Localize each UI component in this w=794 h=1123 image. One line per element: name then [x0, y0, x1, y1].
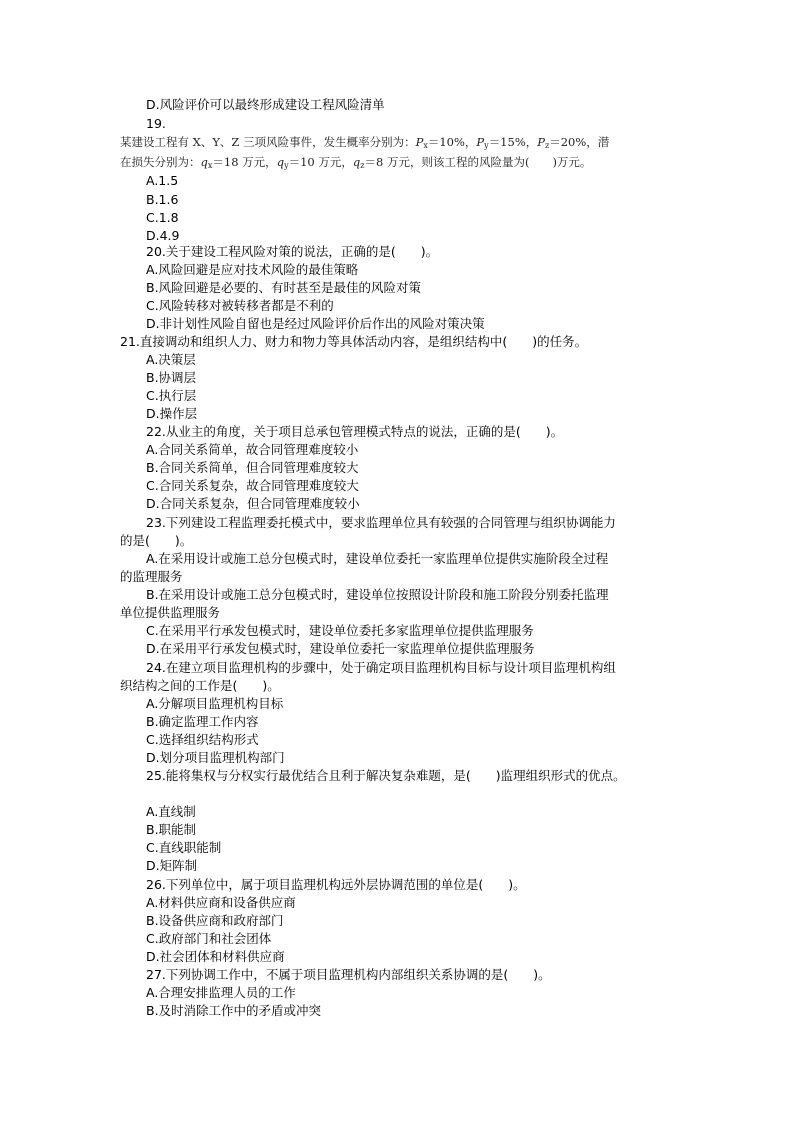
- option-22d: D.合同关系复杂，但合同管理难度较小: [146, 496, 360, 511]
- option-24d: D.划分项目监理机构部门: [146, 750, 285, 765]
- option-26b: B.设备供应商和政府部门: [146, 913, 284, 928]
- option-25a: A.直线制: [146, 804, 196, 819]
- option-25c: C.直线职能制: [146, 840, 222, 855]
- option-19c: C.1.8: [146, 210, 179, 225]
- option-21d: D.操作层: [146, 406, 198, 421]
- option-26c: C.政府部门和社会团体: [146, 931, 272, 946]
- question-22: 22.从业主的角度，关于项目总承包管理模式特点的说法，正确的是( )。: [146, 424, 564, 439]
- question-20: 20.关于建设工程风险对策的说法，正确的是( )。: [146, 244, 439, 259]
- question-19-number: 19.: [146, 116, 166, 131]
- option-18d: D.风险评价可以最终形成建设工程风险清单: [146, 97, 385, 112]
- option-26d: D.社会团体和材料供应商: [146, 949, 285, 964]
- question-27: 27.下列协调工作中，不属于项目监理机构内部组织关系协调的是( )。: [146, 967, 551, 982]
- question-19-line-1: 某建设工程有 X、Y、Z 三项风险事件，发生概率分别为：$P_x=10\%$，$P_y=15\%$，$P_z=20\%$，潜: [120, 135, 610, 150]
- option-26a: A.材料供应商和设备供应商: [146, 895, 296, 910]
- question-26: 26.下列单位中，属于项目监理机构远外层协调范围的单位是( )。: [146, 877, 526, 892]
- question-25: 25.能将集权与分权实行最优结合且利于解决复杂难题，是( )监理组织形式的优点。: [146, 768, 626, 783]
- option-24c: C.选择组织结构形式: [146, 732, 259, 747]
- option-19d: D.4.9: [146, 228, 180, 243]
- option-21a: A.决策层: [146, 352, 196, 367]
- option-23a: A.在采用设计或施工总分包模式时，建设单位委托一家监理单位提供实施阶段全过程: [146, 551, 609, 566]
- question-23: 23.下列建设工程监理委托模式中，要求监理单位具有较强的合同管理与组织协调能力: [146, 515, 616, 530]
- option-20d: D.非计划性风险自留也是经过风险评价后作出的风险对策决策: [146, 316, 485, 331]
- option-25b: B.职能制: [146, 822, 197, 837]
- question-23-cont: 的是( )。: [120, 533, 193, 548]
- option-23b-cont: 单位提供监理服务: [120, 605, 221, 620]
- question-19-line-2: 在损失分别为：$q_x=18$ 万元，$q_y=10$ 万元，$q_z=8$ 万元，则该工程的风险量为( )万元。: [120, 155, 592, 170]
- option-21c: C.执行层: [146, 388, 197, 403]
- option-20a: A.风险回避是应对技术风险的最佳策略: [146, 262, 359, 277]
- option-22a: A.合同关系简单，故合同管理难度较小: [146, 442, 359, 457]
- option-25d: D.矩阵制: [146, 858, 198, 873]
- question-24-cont: 织结构之间的工作是( )。: [120, 678, 280, 693]
- option-23d: D.在采用平行承发包模式时，建设单位委托一家监理单位提供监理服务: [146, 641, 535, 656]
- option-24a: A.分解项目监理机构目标: [146, 696, 284, 711]
- option-21b: B.协调层: [146, 370, 197, 385]
- question-21: 21.直接调动和组织人力、财力和物力等具体活动内容，是组织结构中( )的任务。: [120, 334, 588, 349]
- option-22c: C.合同关系复杂，故合同管理难度较大: [146, 478, 359, 493]
- option-24b: B.确定监理工作内容: [146, 714, 259, 729]
- option-23b: B.在采用设计或施工总分包模式时，建设单位按照设计阶段和施工阶段分别委托监理: [146, 587, 609, 602]
- option-22b: B.合同关系简单，但合同管理难度较大: [146, 460, 359, 475]
- option-27a: A.合理安排监理人员的工作: [146, 985, 296, 1000]
- option-19b: B.1.6: [146, 192, 179, 207]
- option-27b: B.及时消除工作中的矛盾或冲突: [146, 1003, 322, 1018]
- option-19a: A.1.5: [146, 173, 179, 188]
- option-20b: B.风险回避是必要的、有时甚至是最佳的风险对策: [146, 280, 422, 295]
- option-23c: C.在采用平行承发包模式时，建设单位委托多家监理单位提供监理服务: [146, 623, 534, 638]
- option-23a-cont: 的监理服务: [120, 569, 183, 584]
- option-20c: C.风险转移对被转移者都是不利的: [146, 298, 334, 313]
- question-24: 24.在建立项目监理机构的步骤中，处于确定项目监理机构目标与设计项目监理机构组: [146, 660, 616, 675]
